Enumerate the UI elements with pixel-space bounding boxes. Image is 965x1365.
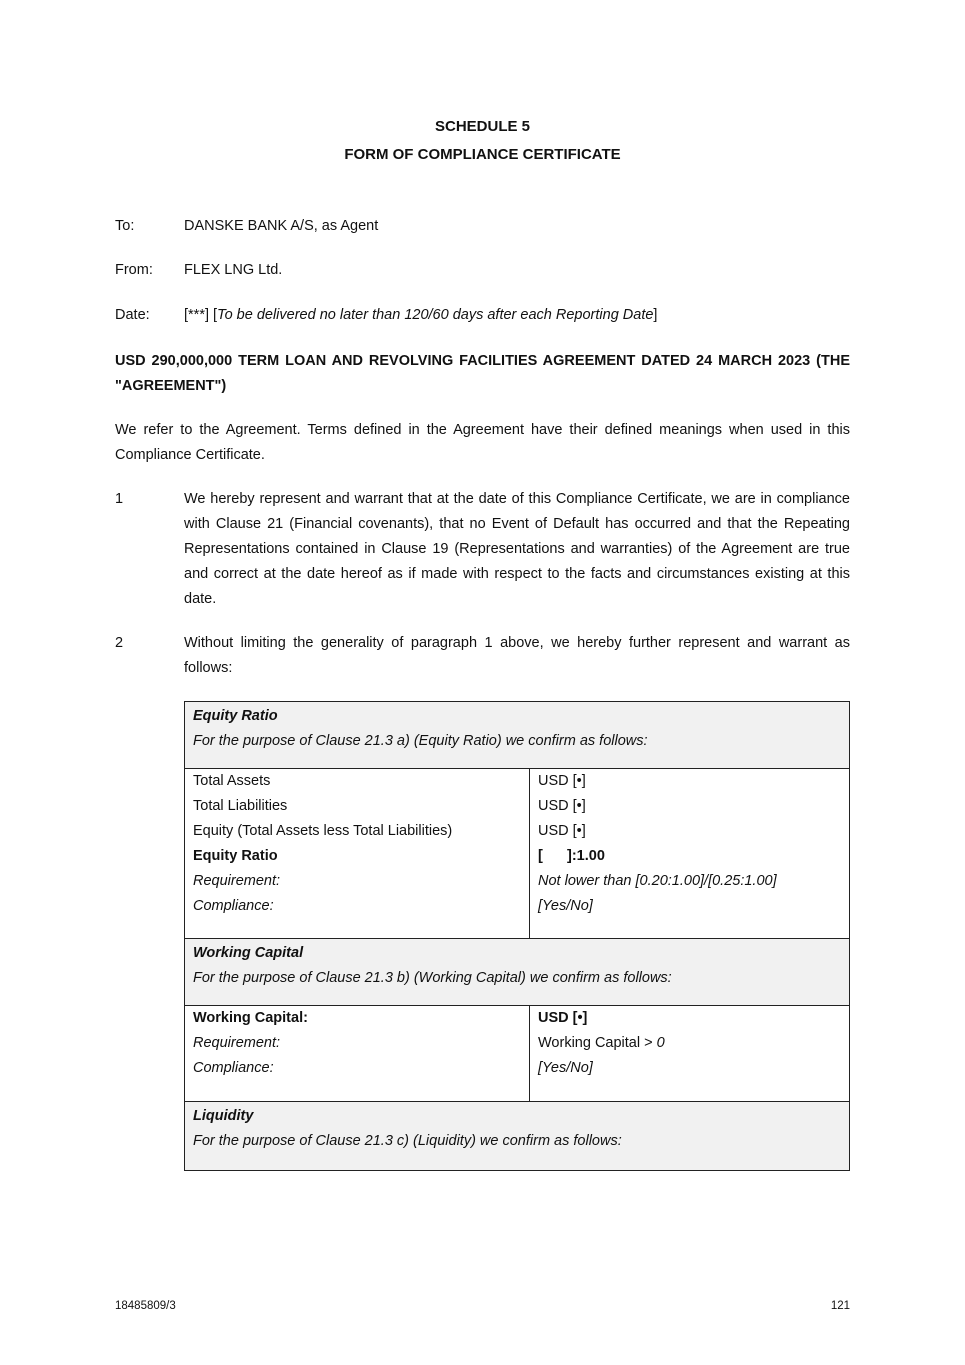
schedule-title: SCHEDULE 5 <box>434 118 531 135</box>
intro-paragraph: We refer to the Agreement. Terms defined in the Agreement have their defined meanings when used in this Compliance Certificate. <box>115 422 850 463</box>
to-label: To: <box>115 218 135 234</box>
date-label: Date: <box>115 307 150 323</box>
paragraph-2: Without limiting the generality of paragraph 1 above, we hereby further represent and warrant as follows: <box>184 635 850 676</box>
liquidity-header <box>185 1102 849 1170</box>
requirement-text: Working Capital > <box>538 1035 657 1051</box>
paragraph-number-1: 1 <box>115 491 124 507</box>
working-capital-heading: Working Capital <box>193 945 304 961</box>
table-cell-label: Equity Ratio <box>193 848 278 864</box>
table-cell-value: USD [•] <box>538 773 586 789</box>
from-label: From: <box>115 262 153 278</box>
liquidity-heading: Liquidity <box>193 1108 254 1124</box>
working-capital-subheading: For the purpose of Clause 21.3 b) (Working Capital) we confirm as follows: <box>193 970 672 986</box>
table-cell-label: Equity (Total Assets less Total Liabilities) <box>193 823 453 839</box>
requirement-threshold: 0 <box>656 1035 665 1051</box>
to-value: DANSKE BANK A/S, as Agent <box>184 218 379 234</box>
table-cell-label: Requirement: <box>193 873 281 889</box>
equity-labels <box>185 769 530 938</box>
table-cell-value: [Yes/No] <box>538 898 593 914</box>
liquidity-subheading: For the purpose of Clause 21.3 c) (Liquidity) we confirm as follows: <box>193 1133 622 1149</box>
table-cell-value: Not lower than [0.20:1.00]/[0.25:1.00] <box>538 873 777 889</box>
table-cell-label: Total Assets <box>193 773 271 789</box>
date-prefix: [***] [ <box>184 307 218 323</box>
table-cell-label: Compliance: <box>193 898 274 914</box>
table-cell-label: Requirement: <box>193 1035 281 1051</box>
agreement-heading: USD 290,000,000 TERM LOAN AND REVOLVING FACILITIES AGREEMENT DATED 24 MARCH 2023 (THE "AGREEMENT") <box>115 353 850 394</box>
table-cell-label: Total Liabilities <box>193 798 288 814</box>
working-capital-labels <box>185 1006 530 1101</box>
date-value <box>184 307 657 323</box>
table-cell-value: USD [•] <box>538 1010 588 1026</box>
covenant-table <box>184 701 850 1171</box>
date-instruction: To be delivered no later than 120/60 days after each Reporting Date <box>217 307 654 323</box>
paragraph-number-2: 2 <box>115 635 124 651</box>
table-cell-value: [ ]:1.00 <box>538 848 605 864</box>
document-reference: 18485809/3 <box>115 1300 176 1312</box>
working-capital-header <box>185 939 849 1006</box>
equity-ratio-header <box>185 702 849 769</box>
table-cell-label: Working Capital: <box>193 1010 308 1026</box>
equity-ratio-body <box>185 769 849 939</box>
table-cell-value <box>538 1031 841 1056</box>
working-capital-body <box>185 1006 849 1102</box>
working-capital-values <box>530 1006 849 1101</box>
table-cell-value: [Yes/No] <box>538 1060 593 1076</box>
page-number: 121 <box>830 1300 850 1312</box>
equity-ratio-heading: Equity Ratio <box>193 708 278 724</box>
equity-ratio-subheading: For the purpose of Clause 21.3 a) (Equity Ratio) we confirm as follows: <box>193 733 648 749</box>
from-value: FLEX LNG Ltd. <box>184 262 283 278</box>
certificate-title: FORM OF COMPLIANCE CERTIFICATE <box>344 146 621 163</box>
equity-values <box>530 769 849 938</box>
table-cell-value: USD [•] <box>538 798 586 814</box>
paragraph-1: We hereby represent and warrant that at the date of this Compliance Certificate, we are in compliance with Clause 21 (Financial covenants), that no Event of Default has occurred and that the Repeating Representations contained in Clause 19 (Representations and warranties) of the Agreement are true and correct at the date hereof as if made with respect to the facts and circumstances existing at this date. <box>184 491 850 607</box>
table-cell-label: Compliance: <box>193 1060 274 1076</box>
table-cell-value: USD [•] <box>538 823 586 839</box>
date-suffix: ] <box>653 307 658 323</box>
